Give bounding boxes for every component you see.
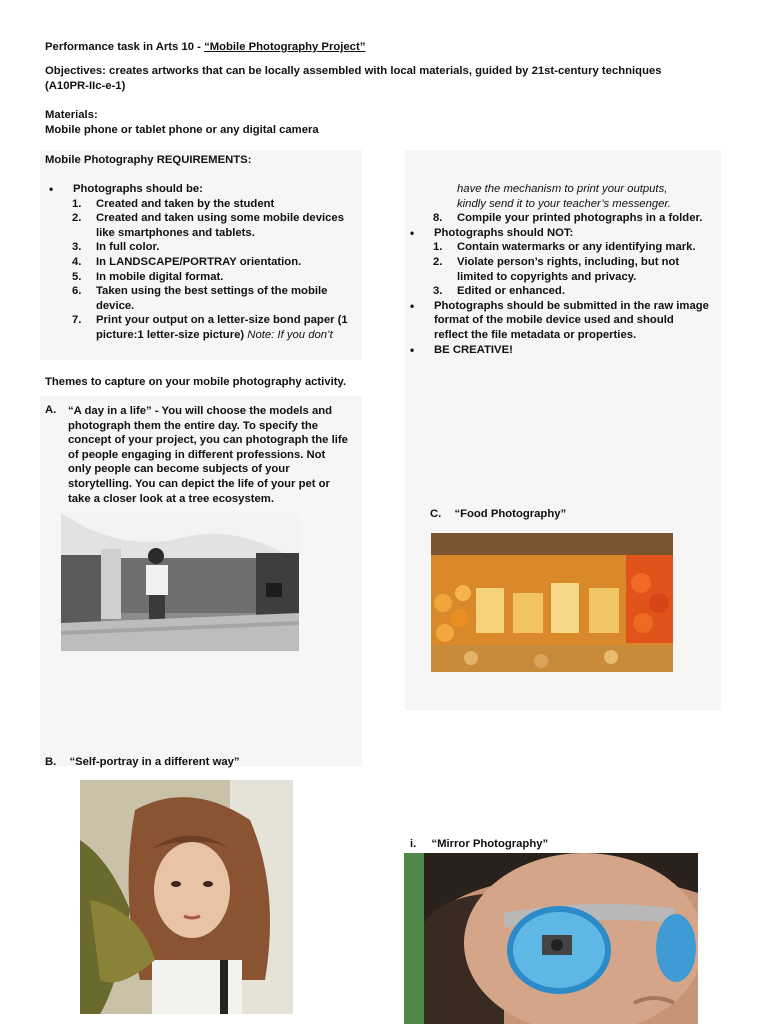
list-item: 3. Edited or enhanced. bbox=[433, 285, 565, 298]
bullet-icon: • bbox=[410, 225, 415, 240]
title-prefix: Performance task in Arts 10 - bbox=[45, 41, 205, 53]
bullet-icon: • bbox=[410, 342, 415, 357]
theme-i-title: “Mirror Photography” bbox=[431, 838, 549, 850]
list-item: 1. Created and taken by the student bbox=[72, 197, 275, 210]
should-not-label: • Photographs should NOT: bbox=[410, 225, 574, 240]
theme-a-line: only people can become subjects of your bbox=[68, 463, 290, 476]
theme-a bbox=[45, 404, 365, 506]
day-in-a-life-image bbox=[61, 513, 299, 651]
should-not-list bbox=[410, 240, 730, 298]
theme-a-line: take a closer look at a tree ecosystem. bbox=[68, 492, 274, 505]
list-item: 7. Print your output on a letter-size bond paper (1 picture:1 letter-size picture) Note: If you don’t bbox=[72, 314, 348, 341]
self-portrait-photo bbox=[80, 780, 293, 1014]
theme-a-line: concept of your project, you can photograph the life bbox=[68, 434, 348, 447]
list-item: 5. In mobile digital format. bbox=[72, 270, 224, 283]
theme-a-line: “A day in a life” - You will choose the models and bbox=[68, 405, 333, 417]
food-image bbox=[431, 533, 673, 672]
bullet-icon: • bbox=[410, 298, 415, 313]
list-item: 1. Contain watermarks or any identifying mark. bbox=[433, 241, 696, 254]
themes-heading: Themes to capture on your mobile photography activity. bbox=[45, 376, 347, 388]
theme-b bbox=[45, 755, 240, 770]
objectives-line-2: (A10PR-IIc-e-1) bbox=[45, 80, 126, 92]
should-be-label: • Photographs should be: bbox=[49, 182, 203, 196]
list-item: 3. In full color. bbox=[72, 241, 160, 254]
food-photo bbox=[431, 533, 673, 672]
list-item: 2. Violate person’s rights, including, but not limited to copyrights and privacy. bbox=[433, 255, 680, 283]
note-continuation-1: have the mechanism to print your outputs, bbox=[457, 183, 668, 195]
mirror-photo bbox=[404, 853, 698, 1024]
list-item: 8. Compile your printed photographs in a folder. bbox=[433, 212, 703, 225]
theme-c-letter: C. bbox=[430, 508, 442, 520]
requirements-heading: Mobile Photography REQUIREMENTS: bbox=[45, 154, 252, 166]
theme-a-letter: A. bbox=[45, 404, 57, 416]
page-title bbox=[45, 40, 365, 55]
theme-b-title: “Self-portray in a different way” bbox=[69, 756, 240, 768]
bullet-icon: • bbox=[49, 182, 54, 196]
objectives-line-1: Objectives: creates artworks that can be locally assembled with local materials, guided by 21st-century techniques bbox=[45, 65, 662, 77]
raw-format-item: • Photographs should be submitted in the raw image format of the mobile device used and should reflect the file metadata or properties. bbox=[410, 298, 709, 341]
note-continuation-2: kindly send it to your teacher’s messenger. bbox=[457, 197, 671, 210]
day-in-a-life-photo bbox=[61, 513, 299, 651]
theme-c-title: “Food Photography” bbox=[454, 508, 567, 520]
theme-a-line: storytelling. You can depict the life of your pet or bbox=[68, 477, 330, 490]
title-project: “Mobile Photography Project” bbox=[204, 41, 366, 53]
theme-a-line: of people engaging in different professions. Not bbox=[68, 448, 326, 461]
theme-i bbox=[410, 837, 548, 852]
theme-b-letter: B. bbox=[45, 756, 57, 768]
list-item: 2. Created and taken using some mobile devices like smartphones and tablets. bbox=[72, 212, 344, 239]
mirror-image bbox=[404, 853, 698, 1024]
materials-heading: Materials: bbox=[45, 109, 98, 121]
materials-text: Mobile phone or tablet phone or any digital camera bbox=[45, 124, 319, 136]
theme-a-description bbox=[45, 404, 365, 506]
should-be-list bbox=[45, 197, 365, 314]
theme-a-line: photograph them the entire day. To specify the bbox=[68, 419, 319, 432]
list-item: 6. Taken using the best settings of the mobile device. bbox=[72, 285, 328, 312]
self-portrait-image bbox=[80, 780, 293, 1014]
theme-c bbox=[430, 507, 566, 522]
should-be-block bbox=[45, 182, 365, 343]
be-creative-item: • BE CREATIVE! bbox=[410, 342, 513, 357]
requirements-col-2 bbox=[410, 182, 730, 357]
theme-i-letter: i. bbox=[410, 838, 417, 850]
list-item: 4. In LANDSCAPE/PORTRAY orientation. bbox=[72, 255, 302, 268]
